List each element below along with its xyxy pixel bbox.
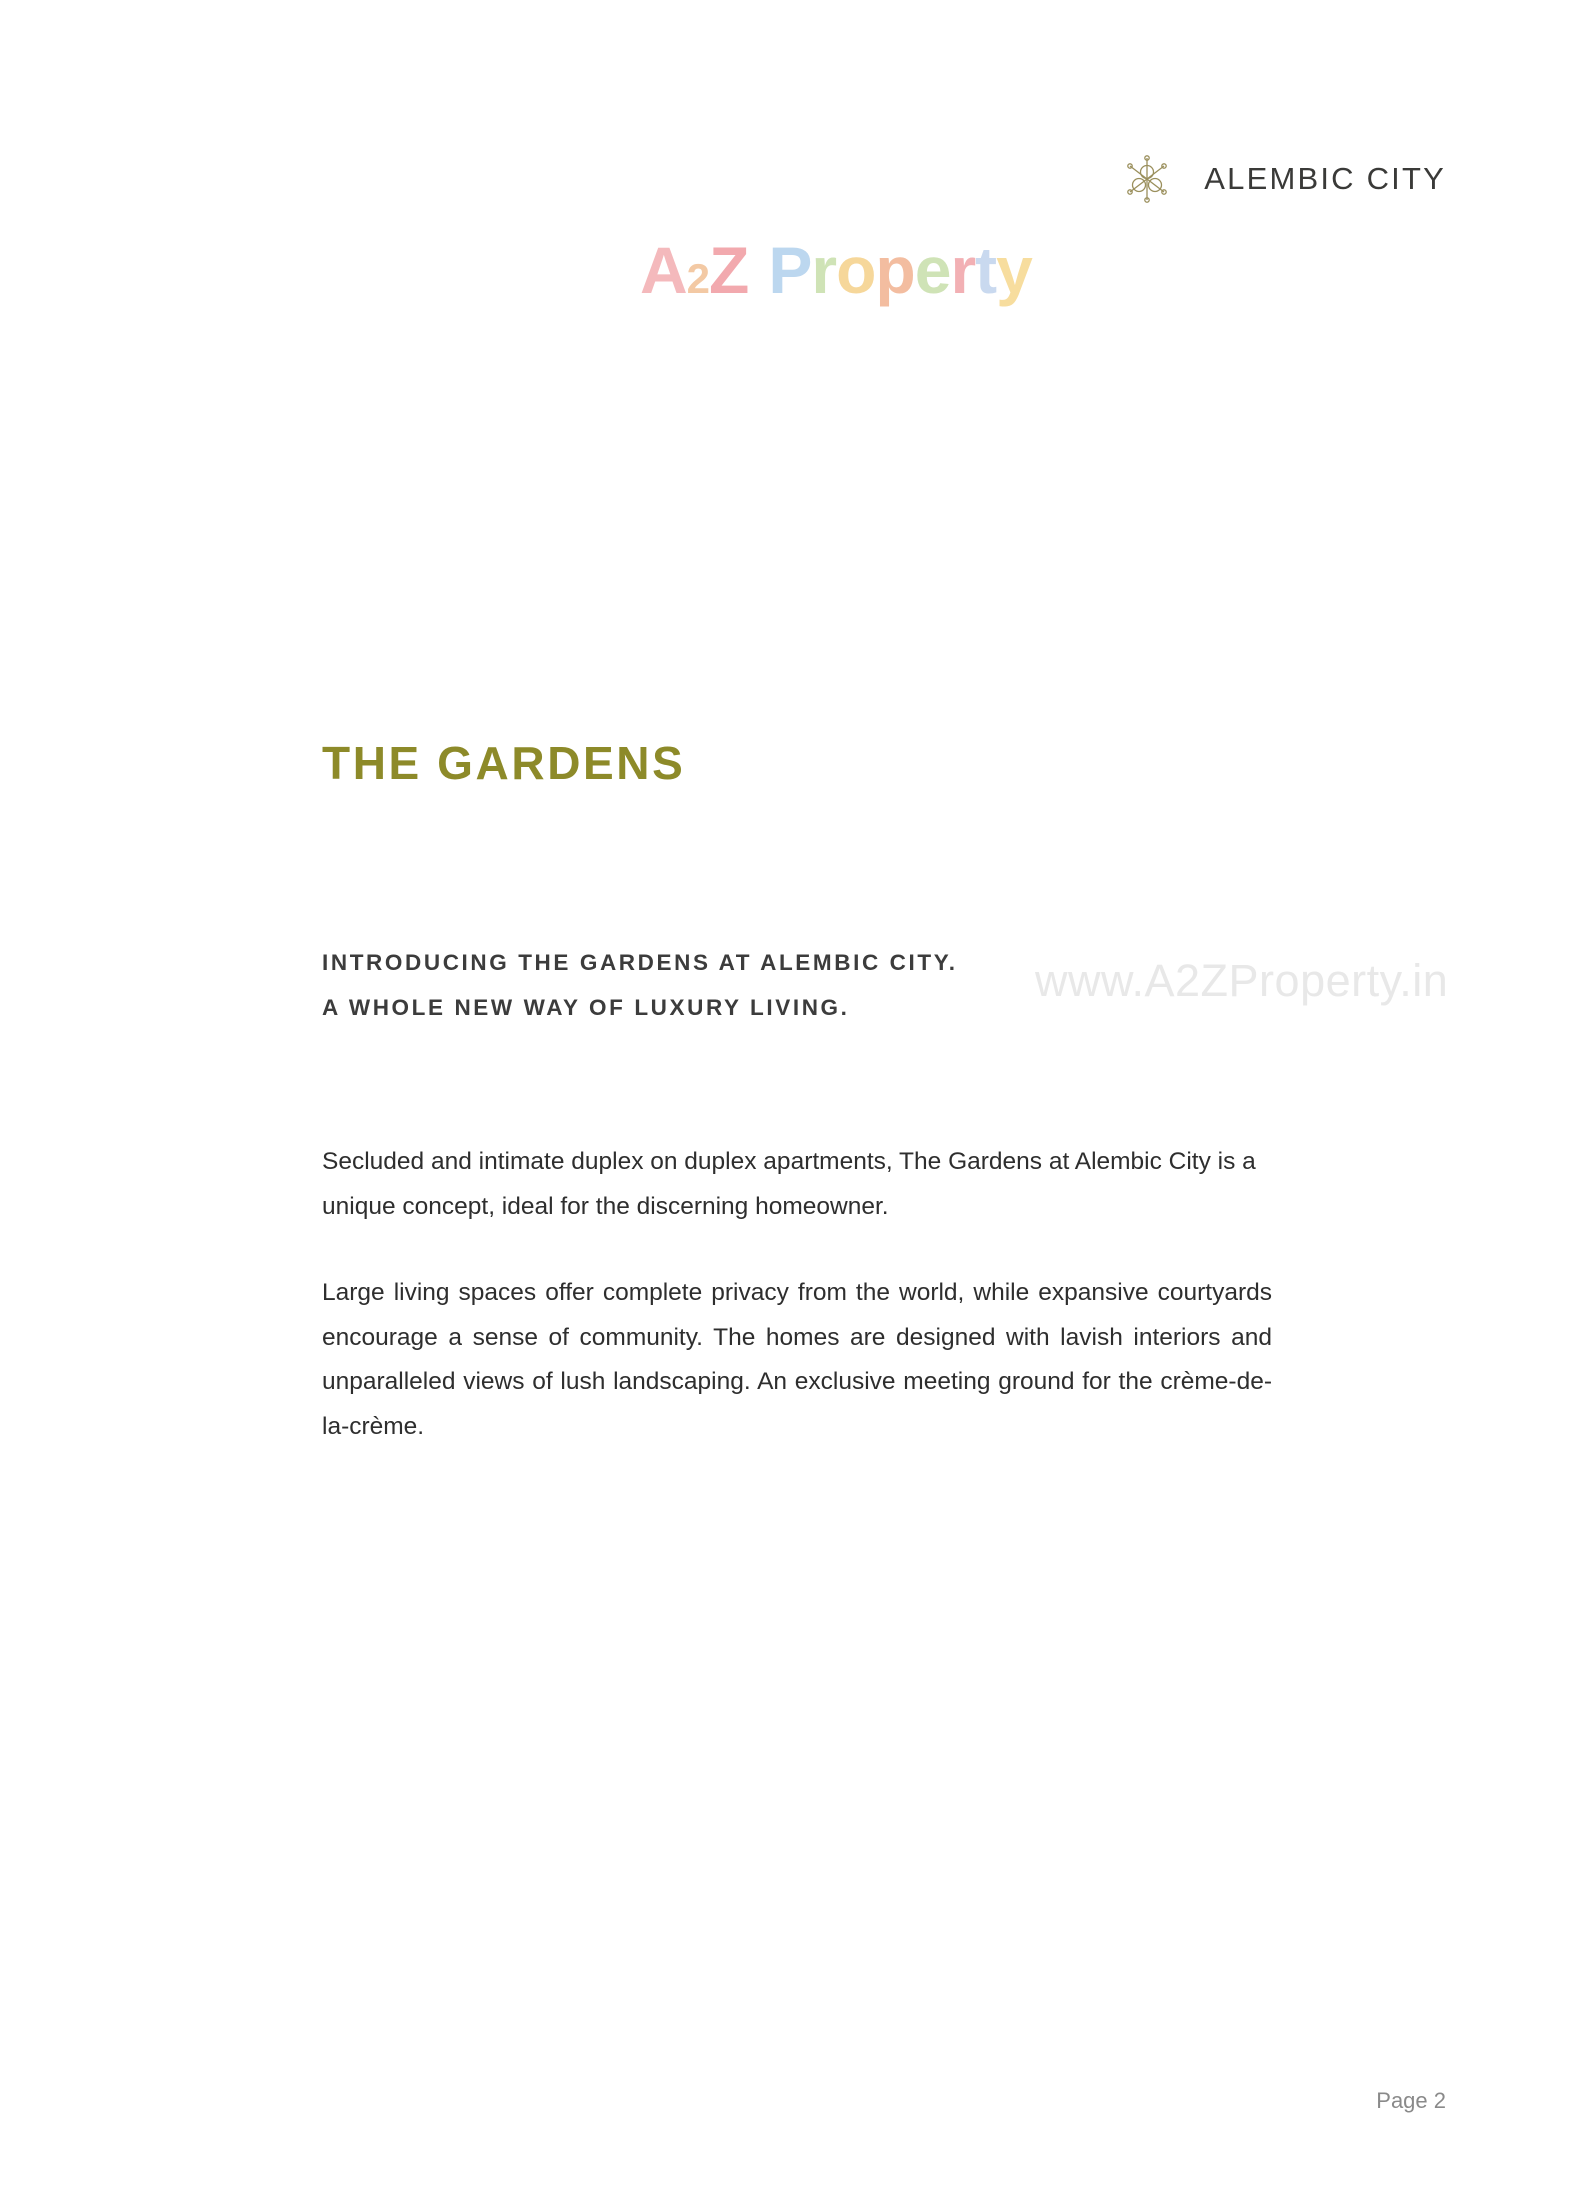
page-number: Page 2 — [1376, 2088, 1446, 2113]
subheading-line-2: A WHOLE NEW WAY OF LUXURY LIVING. — [322, 995, 850, 1020]
page-title: THE GARDENS — [322, 736, 686, 789]
subheading — [322, 940, 958, 1030]
paragraph-2: Large living spaces offer complete privacy from the world, while expansive courtyards encourage a sense of community. The homes are designed with lavish interiors and unparalleled views of lush landscaping. An exclusive meeting ground for the crème-de-la-crème. — [322, 1279, 1272, 1440]
watermark-url: www.A2ZProperty.in — [1035, 955, 1449, 1006]
subheading-line-1: INTRODUCING THE GARDENS AT ALEMBIC CITY. — [322, 950, 958, 975]
alembic-atom-icon — [1116, 148, 1178, 210]
paragraph-1: Secluded and intimate duplex on duplex apartments, The Gardens at Alembic City is a unique concept, ideal for the discerning homeowner. — [322, 1148, 1256, 1220]
body-copy — [322, 1140, 1272, 1491]
watermark-logo: A2Z Property — [640, 233, 1032, 307]
brand-header — [1116, 148, 1446, 210]
brand-name: ALEMBIC CITY — [1204, 161, 1446, 196]
